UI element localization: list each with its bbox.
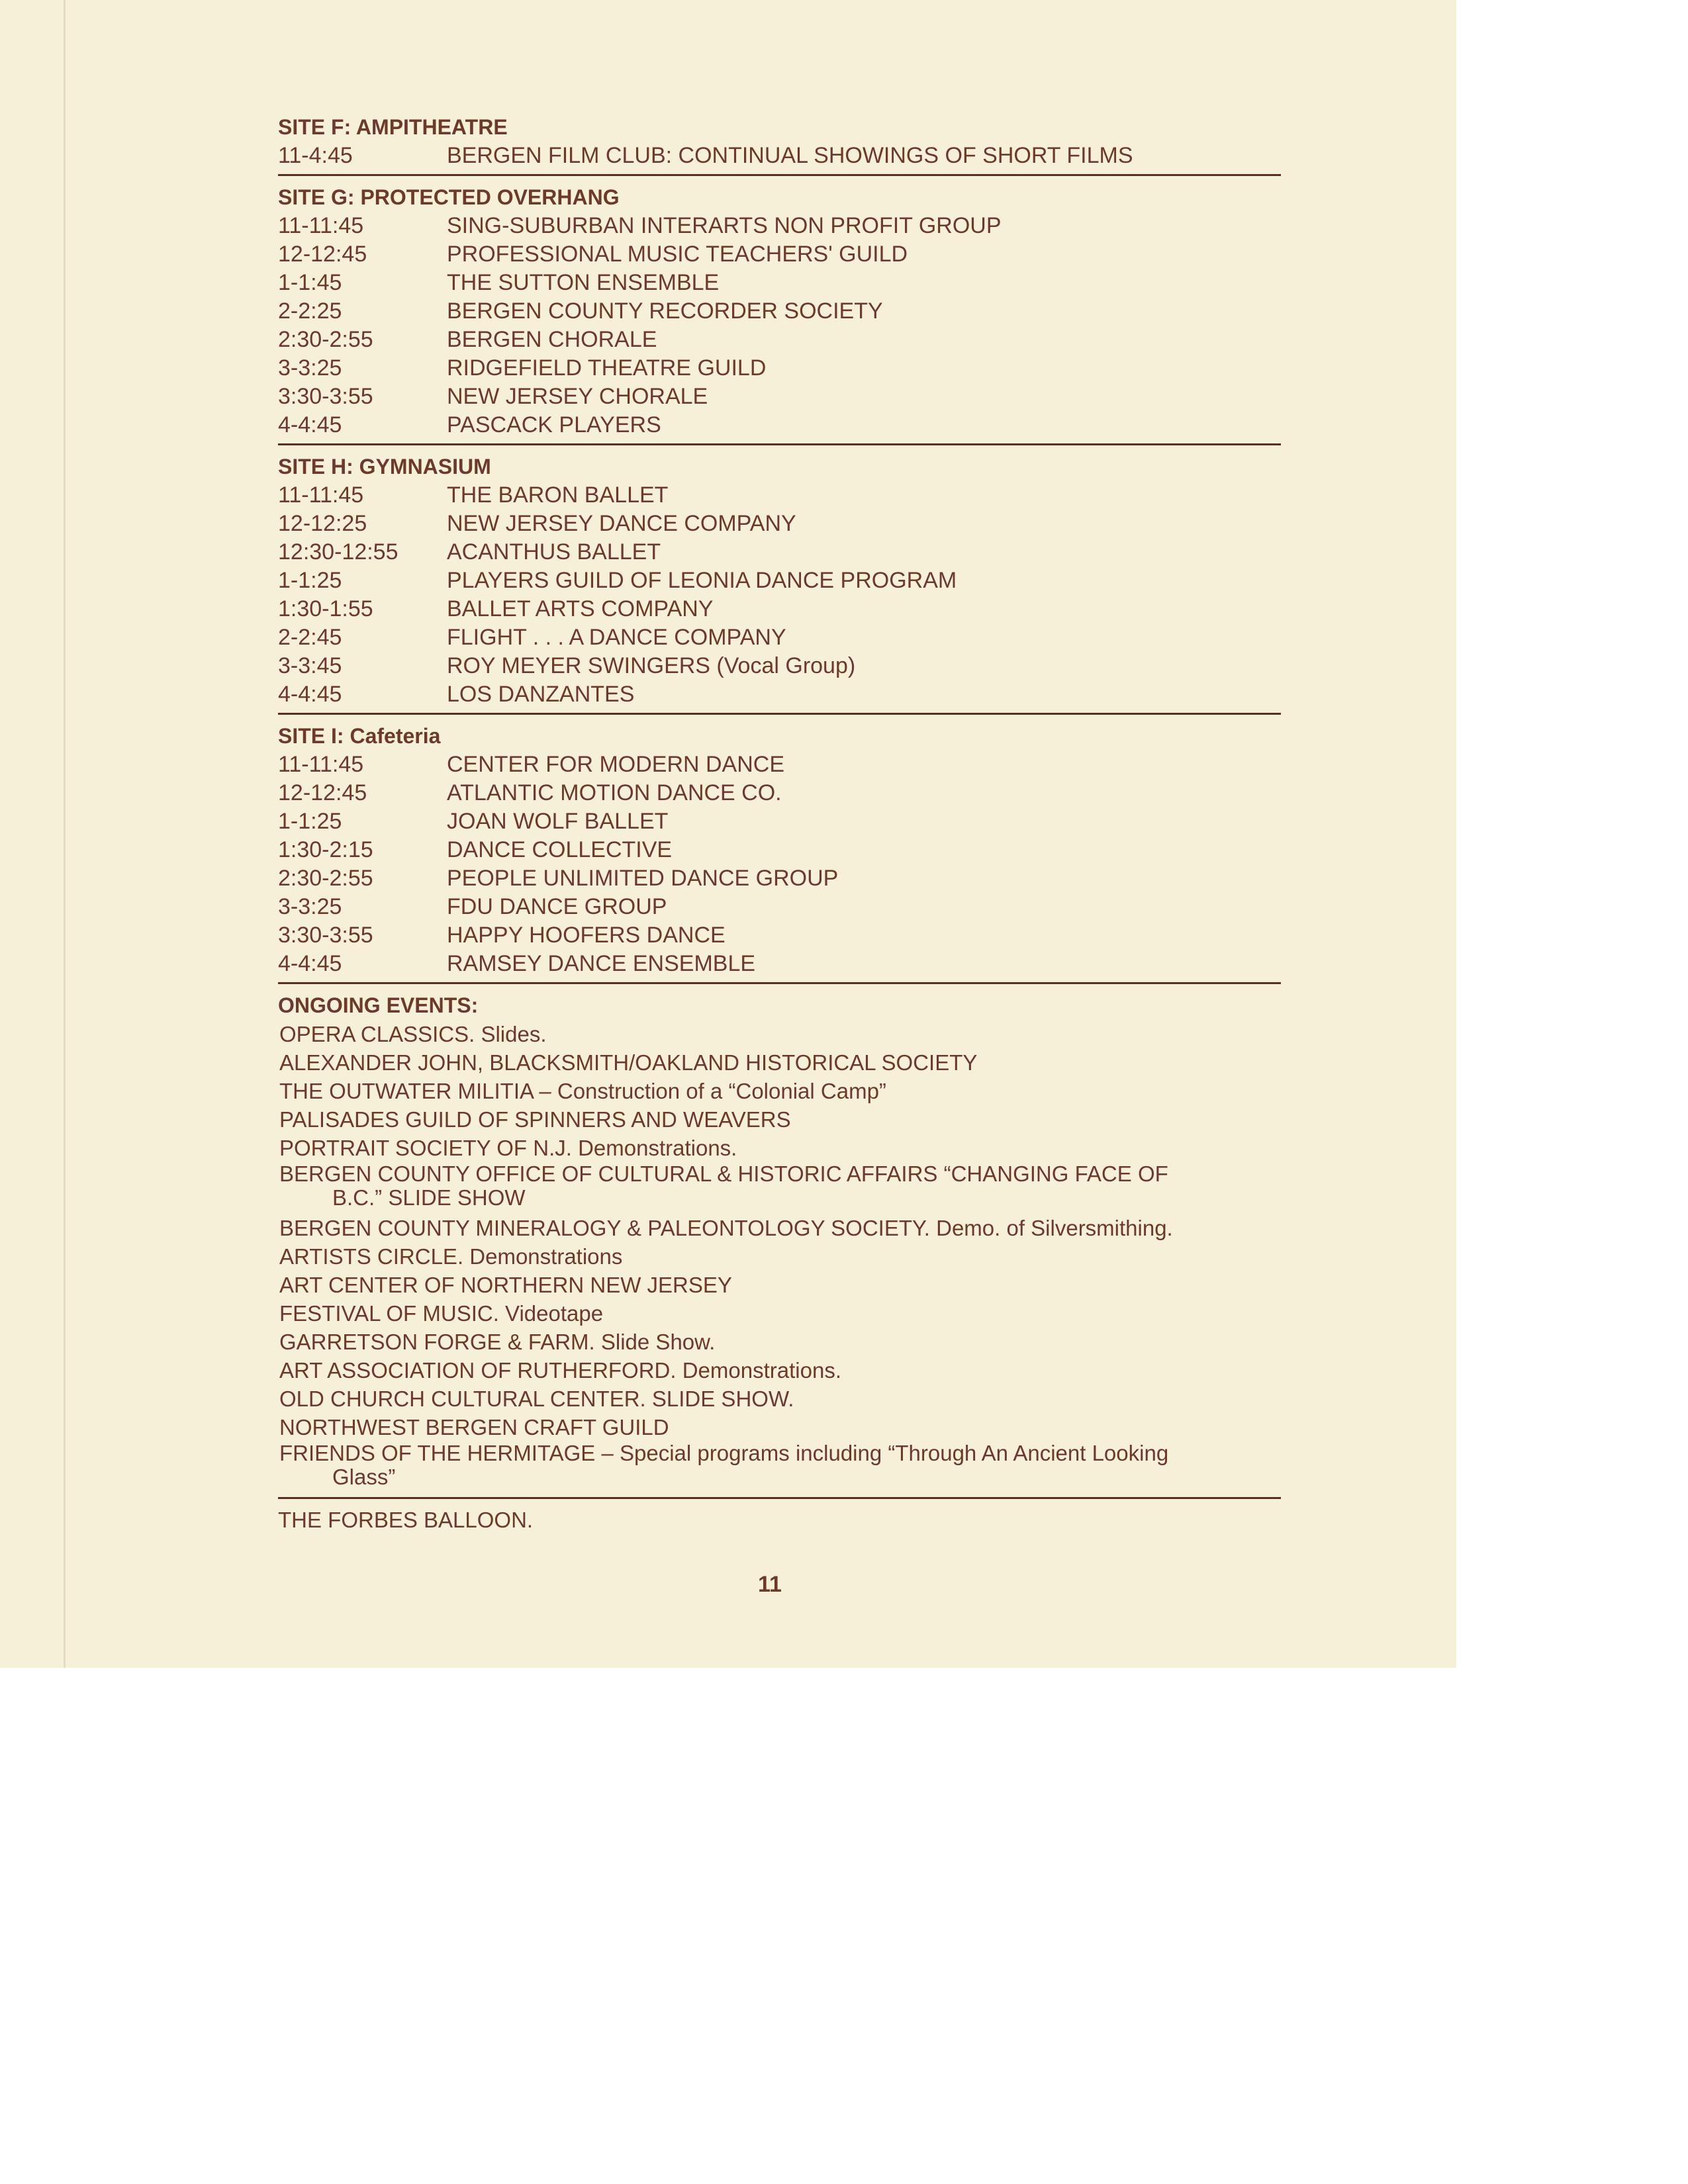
- event-line-continued: B.C.” SLIDE SHOW: [332, 1185, 526, 1210]
- performer-name: PEOPLE UNLIMITED DANCE GROUP: [447, 866, 839, 891]
- schedule-row: [278, 383, 1284, 411]
- schedule-row: [278, 240, 1284, 269]
- schedule-row: [278, 836, 1284, 864]
- event-line: PORTRAIT SOCIETY OF N.J. Demonstrations.: [279, 1136, 737, 1160]
- ongoing-event-item: [278, 1214, 1284, 1242]
- section-heading: SITE I: Cafeteria: [278, 724, 441, 748]
- time-slot: 1-1:25: [278, 568, 342, 593]
- performer-name: BERGEN CHORALE: [447, 327, 657, 352]
- time-slot: 1-1:25: [278, 809, 342, 834]
- ongoing-events: [278, 991, 1284, 1499]
- schedule-section: [278, 183, 1284, 445]
- ongoing-event-item: [278, 1105, 1284, 1134]
- schedule-row: [278, 652, 1284, 680]
- time-slot: 2-2:25: [278, 298, 342, 324]
- time-slot: 11-11:45: [278, 752, 364, 777]
- event-line: ARTISTS CIRCLE. Demonstrations: [279, 1244, 623, 1269]
- ongoing-event-item: [278, 1328, 1284, 1356]
- time-slot: 4-4:45: [278, 412, 342, 437]
- performer-name: FDU DANCE GROUP: [447, 894, 667, 919]
- event-line: FRIENDS OF THE HERMITAGE – Special programs including “Through An Ancient Looking: [279, 1441, 1169, 1465]
- schedule-content: [278, 113, 1284, 1535]
- footer-note: THE FORBES BALLOON.: [278, 1508, 534, 1532]
- performer-name: BALLET ARTS COMPANY: [447, 596, 714, 621]
- schedule-row: [278, 297, 1284, 326]
- performer-name: RAMSEY DANCE ENSEMBLE: [447, 951, 756, 976]
- section-divider: [278, 982, 1281, 984]
- time-slot: 1:30-2:15: [278, 837, 373, 862]
- time-slot: 2-2:45: [278, 625, 342, 650]
- time-slot: 11-11:45: [278, 482, 364, 508]
- schedule-row: [278, 623, 1284, 652]
- ongoing-heading: ONGOING EVENTS:: [278, 993, 479, 1017]
- ongoing-event-item: [278, 1356, 1284, 1385]
- performer-name: PLAYERS GUILD OF LEONIA DANCE PROGRAM: [447, 568, 957, 593]
- time-slot: 12-12:45: [278, 780, 367, 805]
- performer-name: PASCACK PLAYERS: [447, 412, 661, 437]
- ongoing-event-item: [278, 1162, 1284, 1214]
- schedule-row: [278, 595, 1284, 623]
- ongoing-event-item: [278, 1299, 1284, 1328]
- time-slot: 3-3:45: [278, 653, 342, 678]
- event-line: BERGEN COUNTY OFFICE OF CULTURAL & HISTORIC AFFAIRS “CHANGING FACE OF: [279, 1161, 1168, 1186]
- event-line: OPERA CLASSICS. Slides.: [279, 1022, 547, 1046]
- performer-name: THE BARON BALLET: [447, 482, 669, 508]
- performer-name: RIDGEFIELD THEATRE GUILD: [447, 355, 767, 381]
- schedule-row: [278, 807, 1284, 836]
- ongoing-event-item: [278, 1048, 1284, 1077]
- schedule-row: [278, 481, 1284, 510]
- time-slot: 4-4:45: [278, 682, 342, 707]
- schedule-section: [278, 452, 1284, 715]
- event-line: FESTIVAL OF MUSIC. Videotape: [279, 1301, 604, 1326]
- time-slot: 12-12:25: [278, 511, 367, 536]
- time-slot: 4-4:45: [278, 951, 342, 976]
- time-slot: 1:30-1:55: [278, 596, 373, 621]
- event-line: OLD CHURCH CULTURAL CENTER. SLIDE SHOW.: [279, 1387, 794, 1411]
- performer-name: ROY MEYER SWINGERS (Vocal Group): [447, 653, 856, 678]
- event-line-continued: Glass”: [332, 1465, 396, 1489]
- time-slot: 1-1:45: [278, 270, 342, 295]
- performer-name: NEW JERSEY CHORALE: [447, 384, 708, 409]
- schedule-row: [278, 751, 1284, 779]
- event-line: NORTHWEST BERGEN CRAFT GUILD: [279, 1415, 669, 1439]
- ongoing-event-item: [278, 1271, 1284, 1299]
- schedule-row: [278, 893, 1284, 921]
- section-heading: SITE G: PROTECTED OVERHANG: [278, 185, 620, 209]
- ongoing-event-item: [278, 1077, 1284, 1105]
- schedule-row: [278, 680, 1284, 709]
- schedule-row: [278, 864, 1284, 893]
- event-line: THE OUTWATER MILITIA – Construction of a “Colonial Camp”: [279, 1079, 886, 1103]
- page-number: 11: [758, 1572, 782, 1597]
- event-line: BERGEN COUNTY MINERALOGY & PALEONTOLOGY SOCIETY. Demo. of Silversmithing.: [279, 1216, 1173, 1240]
- ongoing-event-item: [278, 1413, 1284, 1441]
- section-heading: SITE F: AMPITHEATRE: [278, 115, 508, 139]
- time-slot: 12:30-12:55: [278, 539, 399, 565]
- performer-name: CENTER FOR MODERN DANCE: [447, 752, 785, 777]
- schedule-row: [278, 354, 1284, 383]
- ongoing-event-item: [278, 1385, 1284, 1413]
- event-line: ALEXANDER JOHN, BLACKSMITH/OAKLAND HISTORICAL SOCIETY: [279, 1050, 978, 1075]
- ongoing-event-item: [278, 1134, 1284, 1162]
- performer-name: ACANTHUS BALLET: [447, 539, 661, 565]
- schedule-row: [278, 779, 1284, 807]
- performer-name: SING-SUBURBAN INTERARTS NON PROFIT GROUP: [447, 213, 1002, 238]
- performer-name: NEW JERSEY DANCE COMPANY: [447, 511, 796, 536]
- performer-name: DANCE COLLECTIVE: [447, 837, 673, 862]
- schedule-row: [278, 142, 1284, 170]
- event-line: PALISADES GUILD OF SPINNERS AND WEAVERS: [279, 1107, 791, 1132]
- time-slot: 11-11:45: [278, 213, 364, 238]
- ongoing-event-item: [278, 1020, 1284, 1048]
- schedule-row: [278, 950, 1284, 978]
- time-slot: 3-3:25: [278, 355, 342, 381]
- performer-name: JOAN WOLF BALLET: [447, 809, 669, 834]
- time-slot: 2:30-2:55: [278, 327, 373, 352]
- section-heading: SITE H: GYMNASIUM: [278, 455, 491, 478]
- section-divider: [278, 174, 1281, 176]
- schedule-row: [278, 567, 1284, 595]
- performer-name: PROFESSIONAL MUSIC TEACHERS' GUILD: [447, 242, 908, 267]
- time-slot: 3:30-3:55: [278, 923, 373, 948]
- schedule-row: [278, 510, 1284, 538]
- ongoing-event-item: [278, 1242, 1284, 1271]
- schedule-row: [278, 538, 1284, 567]
- schedule-section: [278, 721, 1284, 984]
- schedule-row: [278, 212, 1284, 240]
- event-line: GARRETSON FORGE & FARM. Slide Show.: [279, 1330, 716, 1354]
- performer-name: LOS DANZANTES: [447, 682, 635, 707]
- performer-name: HAPPY HOOFERS DANCE: [447, 923, 726, 948]
- time-slot: 2:30-2:55: [278, 866, 373, 891]
- time-slot: 11-4:45: [278, 143, 353, 168]
- section-divider: [278, 1497, 1281, 1499]
- performer-name: THE SUTTON ENSEMBLE: [447, 270, 720, 295]
- schedule-row: [278, 411, 1284, 439]
- schedule-row: [278, 921, 1284, 950]
- event-line: ART CENTER OF NORTHERN NEW JERSEY: [279, 1273, 732, 1297]
- event-line: ART ASSOCIATION OF RUTHERFORD. Demonstrations.: [279, 1358, 841, 1383]
- time-slot: 12-12:45: [278, 242, 367, 267]
- time-slot: 3:30-3:55: [278, 384, 373, 409]
- schedule-row: [278, 326, 1284, 354]
- schedule-row: [278, 269, 1284, 297]
- performer-name: BERGEN FILM CLUB: CONTINUAL SHOWINGS OF SHORT FILMS: [447, 143, 1133, 168]
- performer-name: FLIGHT . . . A DANCE COMPANY: [447, 625, 786, 650]
- section-divider: [278, 443, 1281, 445]
- schedule-section: [278, 113, 1284, 176]
- section-divider: [278, 713, 1281, 715]
- time-slot: 3-3:25: [278, 894, 342, 919]
- performer-name: BERGEN COUNTY RECORDER SOCIETY: [447, 298, 883, 324]
- page-fold: [64, 0, 66, 1668]
- performer-name: ATLANTIC MOTION DANCE CO.: [447, 780, 782, 805]
- ongoing-event-item: [278, 1441, 1284, 1493]
